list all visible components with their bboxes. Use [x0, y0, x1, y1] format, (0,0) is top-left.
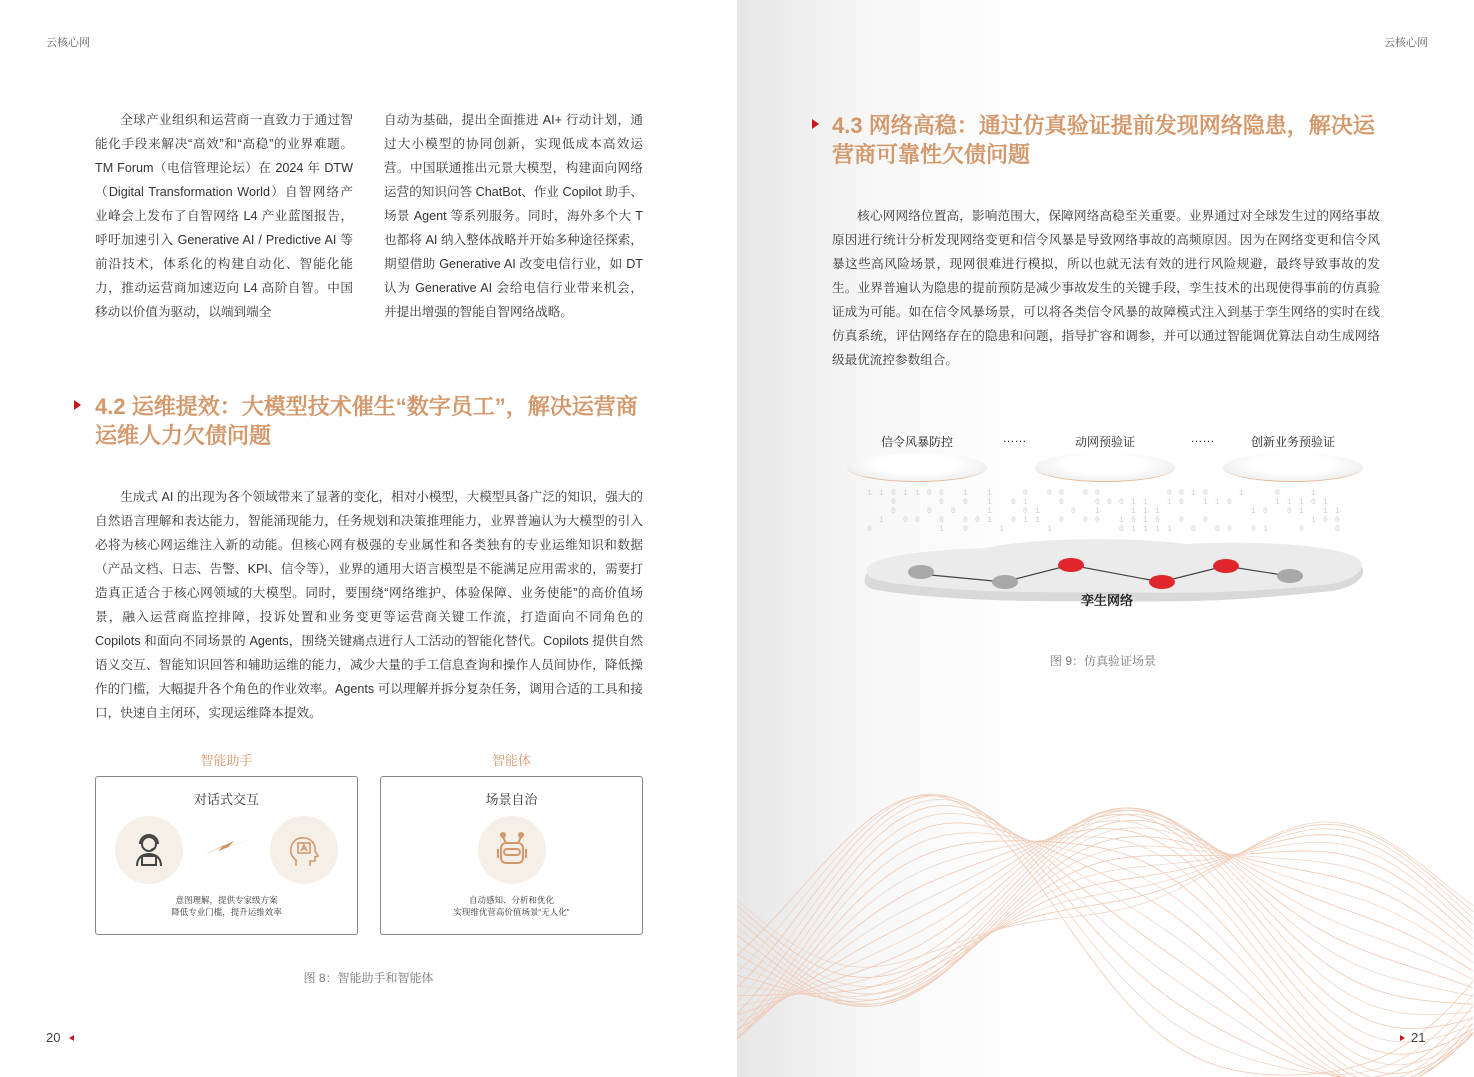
- binary-digit: 0: [1275, 489, 1280, 498]
- binary-digit: 1: [987, 516, 992, 525]
- binary-digit: 0: [867, 525, 872, 534]
- router-node-icon: [991, 573, 1019, 596]
- figure-9-caption: 图 9：仿真验证场景: [1050, 654, 1157, 668]
- binary-digit: 1: [903, 489, 908, 498]
- router-node-icon: [1057, 556, 1085, 579]
- wave-decoration: [737, 730, 1474, 1077]
- binary-digit: 1: [1323, 498, 1328, 507]
- binary-digit: 0: [939, 498, 944, 507]
- binary-digit: 0: [1335, 516, 1340, 525]
- binary-digit: 1: [1143, 525, 1148, 534]
- wave-line: [737, 837, 1473, 1007]
- ai-brain-icon: [270, 816, 338, 884]
- binary-digit: 0: [1203, 516, 1208, 525]
- binary-digit: 0: [1095, 498, 1100, 507]
- binary-digit: 0: [891, 489, 896, 498]
- binary-digit: 0: [951, 507, 956, 516]
- binary-digit: 1: [1167, 498, 1172, 507]
- wave-line: [737, 821, 1473, 1042]
- router-node-icon: [1148, 573, 1176, 596]
- binary-digit: 0: [963, 525, 968, 534]
- intro-column-2: [384, 108, 643, 324]
- header-brand: 云核心网: [1384, 37, 1428, 49]
- binary-digit: 1: [1035, 507, 1040, 516]
- agent-box: [380, 776, 643, 935]
- intro-column-1: [95, 108, 353, 324]
- wave-line: [737, 851, 1473, 1004]
- binary-digit: 0: [1203, 489, 1208, 498]
- binary-digit: 1: [1251, 507, 1256, 516]
- binary-digit: 0: [1071, 507, 1076, 516]
- binary-digit: 1: [939, 525, 944, 534]
- binary-digit: 1: [1323, 507, 1328, 516]
- assistant-title: 对话式交互: [193, 792, 259, 807]
- binary-digit: 0: [1083, 489, 1088, 498]
- binary-digit: 0: [1191, 525, 1196, 534]
- binary-digit: 0: [939, 516, 944, 525]
- binary-digit: 0: [1059, 516, 1064, 525]
- binary-digit: 0: [1119, 498, 1124, 507]
- section-title: 4.3 网络高稳：通过仿真验证提前发现网络隐患，解决运营商可靠性欠债问题: [832, 113, 1375, 167]
- binary-digit: 1: [1287, 498, 1292, 507]
- page-arrow-icon: [69, 1035, 74, 1041]
- figure-8-caption: 图 8：智能助手和智能体: [303, 971, 434, 985]
- figure-9: [837, 425, 1377, 625]
- binary-digit: 0: [1227, 525, 1232, 534]
- binary-digit: 0: [1251, 525, 1256, 534]
- binary-digit: 1: [1095, 507, 1100, 516]
- binary-digit: 0: [939, 489, 944, 498]
- binary-digit: 0: [1059, 498, 1064, 507]
- binary-digit: 1: [867, 489, 872, 498]
- lightning-icon: [204, 837, 250, 862]
- binary-digit: 0: [1335, 525, 1340, 534]
- right-page: [737, 0, 1474, 1077]
- agent-desc-line2: 实现维优营高价值场景“无人化”: [453, 907, 570, 917]
- scenario-label: 信令风暴防控: [880, 435, 953, 449]
- binary-digit: 1: [1047, 525, 1052, 534]
- binary-digit: 0: [915, 516, 920, 525]
- binary-digit: 1: [1023, 498, 1028, 507]
- scenario-label: 动网预验证: [1074, 435, 1135, 449]
- binary-digit: 1: [1239, 489, 1244, 498]
- binary-digit: 0: [1215, 525, 1220, 534]
- binary-digit: 1: [1335, 507, 1340, 516]
- page-number: 20: [46, 1030, 61, 1045]
- binary-digit: 0: [1119, 525, 1124, 534]
- paragraph: 核心网网络位置高，影响范围大，保障网络高稳至关重要。业界通过对全球发生过的网络事故原因进行统计分析发现网络变更和信令风暴是导致网络事故的高频原因。因为在网络变更和信令风暴这些高风险场景，现网很难进行模拟，所以也就无法有效的进行风险规避，最终导致事故的发生。业界普遍认为隐患的提前预防是减少事故发生的关键手段，孪生技术的出现使得事前的仿真验证成为可能。如在信令风暴场景，可以将各类信令风暴的故障模式注入到基于孪生网络的实时在线仿真系统，评估网络存在的隐患和问题，指导扩容和调参，并可以通过智能调优算法自动生成网络级最优流控参数组合。: [832, 209, 1380, 367]
- binary-digit: 1: [1167, 525, 1172, 534]
- binary-digit: 1: [987, 489, 992, 498]
- agent-label: 智能体: [491, 753, 531, 768]
- router-node-icon: [1212, 557, 1240, 580]
- binary-digit: 1: [1131, 525, 1136, 534]
- binary-digit: 0: [927, 507, 932, 516]
- section-marker-icon: [812, 119, 819, 129]
- binary-digit: 1: [1311, 516, 1316, 525]
- binary-digit: 0: [1263, 507, 1268, 516]
- wave-line: [737, 795, 1473, 1075]
- router-node-icon: [907, 563, 935, 586]
- binary-digit: 0: [1095, 516, 1100, 525]
- binary-digit: 1: [1311, 489, 1316, 498]
- binary-digit: 0: [1131, 516, 1136, 525]
- binary-digit: 0: [1299, 525, 1304, 534]
- binary-digit: 0: [1227, 498, 1232, 507]
- binary-digit: 1: [1299, 507, 1304, 516]
- binary-digit: 0: [1323, 516, 1328, 525]
- binary-digit: 1: [1131, 507, 1136, 516]
- binary-digit: 1: [1143, 498, 1148, 507]
- binary-digit: 1: [987, 507, 992, 516]
- binary-digit: 0: [1083, 516, 1088, 525]
- page-number: 21: [1411, 1030, 1426, 1045]
- binary-digit: 1: [879, 489, 884, 498]
- paragraph: 自动为基础，提出全面推进 AI+ 行动计划，通过大小模型的协同创新，实现低成本高效运营。中国联通推出元景大模型，构建面向网络运营的知识问答 ChatBot、作业 Copilot 助手、场景 Agent 等系列服务。同时，海外多个大 T 也都将 AI 纳入整体战略并开始多种途径探索，期望借助 Generative AI 改变电信行业，如 DT 认为 Generative AI 会给电信行业带来机会，并提出增强的智能自智网络战略。: [384, 113, 643, 319]
- binary-digit: 0: [1023, 507, 1028, 516]
- binary-digit: 1: [1203, 498, 1208, 507]
- paragraph: 生成式 AI 的出现为各个领域带来了显著的变化，相对小模型，大模型具备广泛的知识，强大的自然语言理解和表达能力，智能涌现能力，任务规划和决策推理能力，业界普遍认为大模型的引入必将为核心网运维注入新的动能。但核心网有极强的专业属性和各类独有的专业运维知识和数据（产品文档、日志、告警、KPI、信令等），业界的通用大语言模型是不能满足应用需求的，需要打造真正适合于核心网领域的大模型。同时，要围绕“网络维护、体验保障、业务使能”的高价值场景，融入运营商监控排障，投诉处置和业务变更等运营商关键工作流，打造面向不同角色的 Copilots 和面向不同场景的 Agents，围绕关键痛点进行人工活动的智能化替代。Copilots 提供自然语义交互、智能知识回答和辅助运维的能力，减少大量的手工信息查询和操作人员间协作，降低操作的门槛，大幅提升各个角色的作业效率。Agents 可以理解并拆分复杂任务，调用合适的工具和接口，快速自主闭环，实现运维降本提效。: [95, 490, 643, 720]
- binary-digit: 0: [903, 516, 908, 525]
- binary-digit: 0: [1095, 489, 1100, 498]
- paragraph: 全球产业组织和运营商一直致力于通过智能化手段来解决“高效”和“高稳”的业界难题。TM Forum（电信管理论坛）在 2024 年 DTW（Digital Transformation World）自智网络产业峰会上发布了自智网络 L4 产业蓝图报告，呼吁加速引入 Generative AI / Predictive AI 等前沿技术，体系化的构建自动化、智能化能力，推动运营商加速迈向 L4 高阶自智。中国移动以价值为驱动，以端到端全: [95, 113, 353, 319]
- binary-digit: 1: [1023, 516, 1028, 525]
- binary-digit: 1: [1131, 498, 1136, 507]
- binary-digit: 1: [1275, 498, 1280, 507]
- binary-digit: 0: [1167, 489, 1172, 498]
- header-brand: 云核心网: [46, 37, 90, 49]
- ellipsis: ……: [1190, 431, 1215, 445]
- assistant-desc-line2: 降低专业门槛，提升运维效率: [171, 907, 282, 917]
- binary-digit: 1: [999, 525, 1004, 534]
- binary-digit: 1: [1155, 507, 1160, 516]
- wave-line: [737, 841, 1473, 1074]
- binary-digit: 0: [927, 489, 932, 498]
- binary-digit: 0: [1011, 516, 1016, 525]
- binary-digit: 1: [963, 489, 968, 498]
- twin-network-label: 孪生网络: [1080, 593, 1133, 608]
- section-body: [832, 204, 1380, 372]
- binary-digit: 0: [1179, 489, 1184, 498]
- binary-digit: 0: [963, 516, 968, 525]
- agent-desc-line1: 自动感知、分析和优化: [468, 895, 554, 905]
- binary-digit: 0: [1311, 498, 1316, 507]
- binary-digit: 0: [1023, 489, 1028, 498]
- assistant-desc-line1: 意图理解，提供专家级方案: [175, 895, 278, 905]
- ellipsis: ……: [1002, 431, 1027, 445]
- binary-digit: 1: [879, 516, 884, 525]
- binary-digit: 0: [975, 516, 980, 525]
- operator-headset-icon: [115, 816, 183, 884]
- binary-digit: 1: [915, 489, 920, 498]
- binary-digit: 0: [891, 498, 896, 507]
- binary-digit: 0: [1179, 498, 1184, 507]
- binary-digit: 1: [1119, 516, 1124, 525]
- binary-digit: 0: [1011, 498, 1016, 507]
- robot-icon: [478, 816, 546, 884]
- wave-line: [737, 837, 1473, 1065]
- binary-digit: 0: [1107, 498, 1112, 507]
- wave-line: [737, 820, 1473, 1001]
- binary-digit: 1: [1143, 516, 1148, 525]
- binary-digit: 1: [1035, 516, 1040, 525]
- assistant-box: [95, 776, 358, 935]
- wave-line: [737, 835, 1473, 994]
- section-marker-icon: [74, 400, 81, 410]
- agent-title: 场景自治: [485, 792, 538, 807]
- binary-digit: 1: [1215, 498, 1220, 507]
- binary-digit: 1: [987, 498, 992, 507]
- binary-digit: 0: [1287, 507, 1292, 516]
- page-arrow-icon: [1400, 1035, 1405, 1041]
- scenario-label: 创新业务预验证: [1250, 435, 1335, 449]
- binary-digit: 1: [1191, 489, 1196, 498]
- section-body: [95, 485, 643, 725]
- router-node-icon: [1276, 567, 1304, 590]
- binary-digit: 1: [1143, 507, 1148, 516]
- binary-digit: 0: [1155, 516, 1160, 525]
- assistant-label: 智能助手: [200, 753, 253, 768]
- binary-digit: 0: [1047, 489, 1052, 498]
- binary-digit: 0: [1059, 489, 1064, 498]
- binary-digit: 0: [963, 498, 968, 507]
- binary-digit: 1: [1155, 525, 1160, 534]
- binary-digit: 1: [1299, 498, 1304, 507]
- binary-digit: 0: [891, 507, 896, 516]
- binary-digit: 1: [1263, 525, 1268, 534]
- section-title: 4.2 运维提效：大模型技术催生“数字员工”，解决运营商运维人力欠债问题: [95, 394, 638, 448]
- binary-digit: 0: [1179, 516, 1184, 525]
